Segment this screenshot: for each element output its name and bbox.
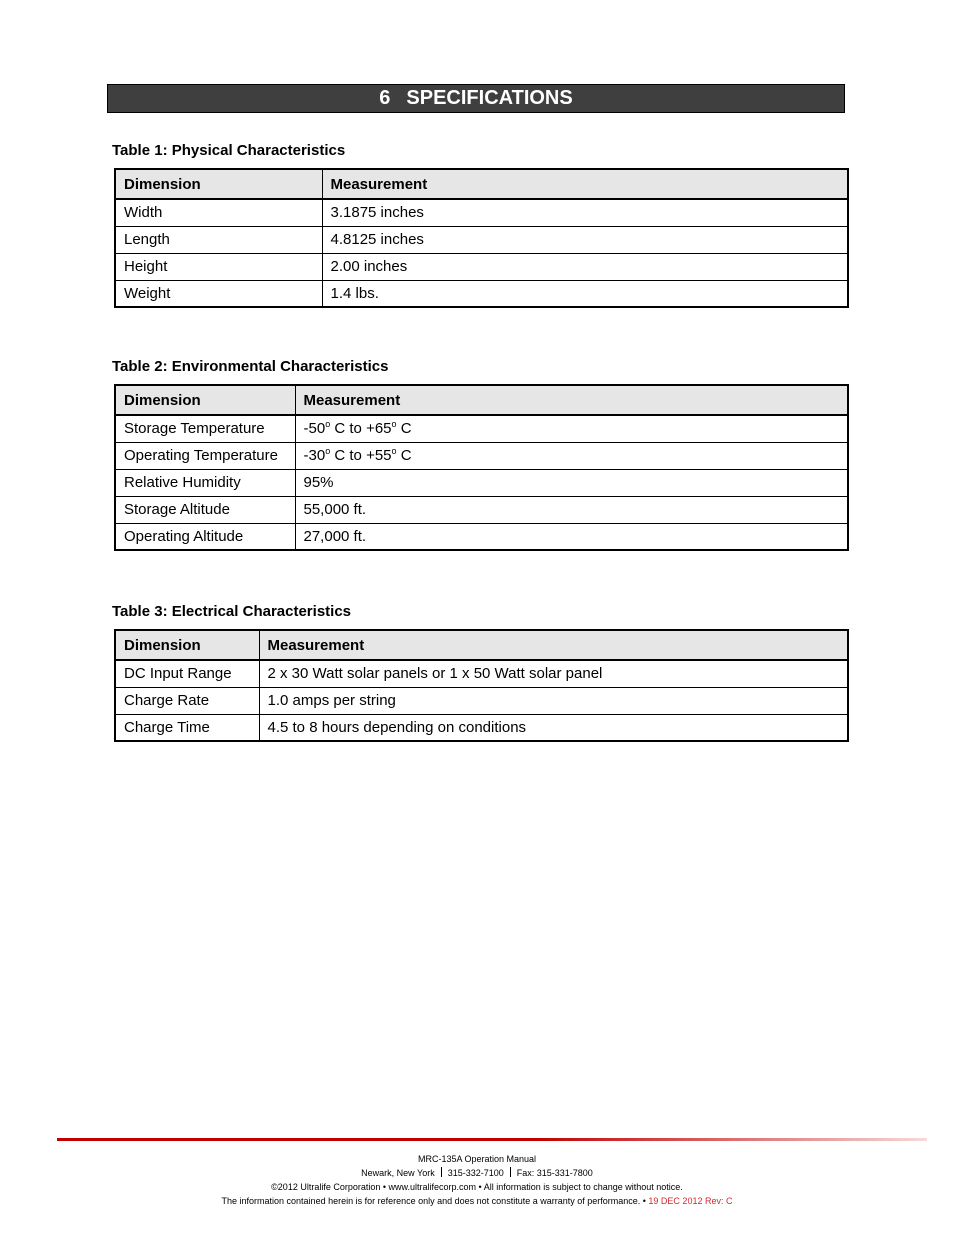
table-2-caption: Table 2: Environmental Characteristics — [112, 358, 389, 375]
table-3-caption: Table 3: Electrical Characteristics — [112, 603, 352, 620]
section-heading — [107, 84, 845, 113]
column-header: Dimension — [115, 169, 322, 199]
page-footer — [0, 1152, 954, 1208]
table-row — [115, 280, 848, 307]
column-header: Measurement — [322, 169, 848, 199]
footer-divider — [57, 1138, 927, 1141]
measurement-cell: 2 x 30 Watt solar panels or 1 x 50 Watt solar panel — [259, 660, 848, 687]
footer-phone: 315-332-7100 — [447, 1168, 504, 1178]
measurement-cell: 1.0 amps per string — [259, 687, 848, 714]
table-row — [115, 714, 848, 741]
column-header: Measurement — [295, 385, 848, 415]
table-1-caption: Table 1: Physical Characteristics — [112, 142, 346, 159]
environmental-characteristics-table — [114, 384, 849, 551]
measurement-cell: 2.00 inches — [322, 253, 848, 280]
measurement-cell: 27,000 ft. — [295, 523, 848, 550]
dimension-cell: Height — [115, 253, 322, 280]
measurement-cell: 4.5 to 8 hours depending on conditions — [259, 714, 848, 741]
dimension-cell: DC Input Range — [115, 660, 259, 687]
measurement-cell: 3.1875 inches — [322, 199, 848, 226]
table-row — [115, 415, 848, 442]
footer-disclaimer: The information contained herein is for reference only and does not constitute a warranty of performance. • 19 DEC 2012 Rev: C — [221, 1196, 733, 1206]
table-row — [115, 226, 848, 253]
separator — [510, 1167, 511, 1177]
table-row — [115, 442, 848, 469]
dimension-cell: Storage Temperature — [115, 415, 295, 442]
footer-copyright: ©2012 Ultralife Corporation • www.ultralifecorp.com • All information is subject to change without notice. — [271, 1182, 683, 1192]
measurement-cell: 95% — [295, 469, 848, 496]
section-title: SPECIFICATIONS — [406, 87, 573, 109]
column-header: Measurement — [259, 630, 848, 660]
table-row — [115, 660, 848, 687]
dimension-cell: Storage Altitude — [115, 496, 295, 523]
column-header: Dimension — [115, 630, 259, 660]
section-number: 6 — [379, 87, 391, 109]
footer-fax: Fax: 315-331-7800 — [516, 1168, 593, 1178]
table-row — [115, 199, 848, 226]
table-header-row — [115, 385, 848, 415]
dimension-cell: Charge Rate — [115, 687, 259, 714]
table-row — [115, 253, 848, 280]
footer-contact — [0, 1166, 954, 1180]
footer-revision: 19 DEC 2012 Rev: C — [648, 1196, 733, 1206]
measurement-cell: 1.4 lbs. — [322, 280, 848, 307]
table-header-row — [115, 630, 848, 660]
column-header: Dimension — [115, 385, 295, 415]
dimension-cell: Length — [115, 226, 322, 253]
separator — [441, 1167, 442, 1177]
table-row — [115, 523, 848, 550]
footer-location: Newark, New York — [361, 1168, 435, 1178]
dimension-cell: Relative Humidity — [115, 469, 295, 496]
table-header-row — [115, 169, 848, 199]
dimension-cell: Width — [115, 199, 322, 226]
table-row — [115, 687, 848, 714]
footer-manual-title: MRC-135A Operation Manual — [417, 1154, 537, 1164]
measurement-cell: 55,000 ft. — [295, 496, 848, 523]
dimension-cell: Charge Time — [115, 714, 259, 741]
physical-characteristics-table — [114, 168, 849, 308]
table-row — [115, 469, 848, 496]
dimension-cell: Operating Temperature — [115, 442, 295, 469]
measurement-cell: -30$^o$ C to $+55^o$ C — [295, 442, 848, 469]
electrical-characteristics-table — [114, 629, 849, 742]
table-row — [115, 496, 848, 523]
measurement-cell: 4.8125 inches — [322, 226, 848, 253]
dimension-cell: Weight — [115, 280, 322, 307]
dimension-cell: Operating Altitude — [115, 523, 295, 550]
measurement-cell: -50$^o$ C to $+65^o$ C — [295, 415, 848, 442]
